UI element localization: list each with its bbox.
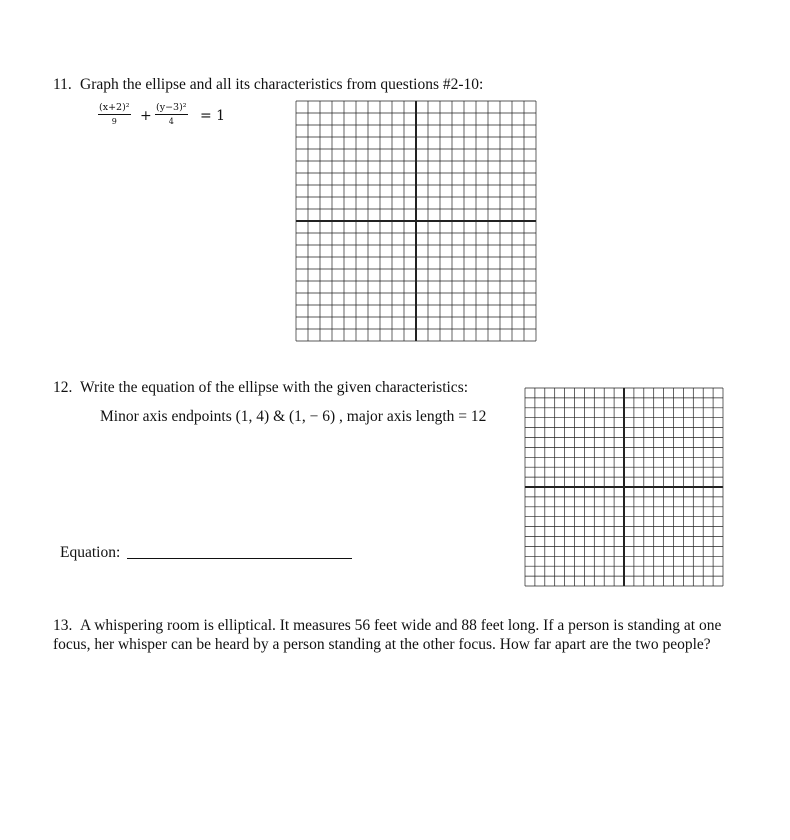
q11-fraction-x-denominator: 9 (111, 117, 117, 126)
q11-fraction-x-numerator: (x+2)² (99, 102, 130, 113)
q11-fraction-y-denominator: 4 (168, 117, 174, 126)
q11-coordinate-grid[interactable] (296, 101, 536, 341)
q12-number: 12. (53, 379, 73, 396)
q11-number: 11. (53, 76, 72, 93)
q11-fraction-y-numerator: (y−3)² (156, 102, 187, 113)
q12-equation-answer-line[interactable] (127, 558, 352, 559)
q13-prompt-line2: focus, her whisper can be heard by a person standing at the other focus. How far apart are the two people? (53, 636, 711, 653)
q11-prompt: Graph the ellipse and all its characteristics from questions #2-10: (80, 76, 484, 93)
q11-fraction-x (98, 102, 131, 127)
q13-prompt-line1: A whispering room is elliptical. It measures 56 feet wide and 88 feet long. If a person is standing at one (80, 617, 722, 634)
q12-prompt: Write the equation of the ellipse with the given characteristics: (80, 379, 469, 396)
q11-equals-one: = 1 (200, 108, 226, 124)
q12-coordinate-grid[interactable] (525, 388, 723, 586)
q11-fraction-y (155, 102, 188, 127)
q12-equation-label: Equation: (60, 544, 121, 561)
q13-number: 13. (53, 617, 73, 634)
q11-plus-sign: + (140, 108, 152, 124)
q12-characteristics: Minor axis endpoints (1, 4) & (1, − 6) , major axis length = 12 (100, 408, 487, 425)
